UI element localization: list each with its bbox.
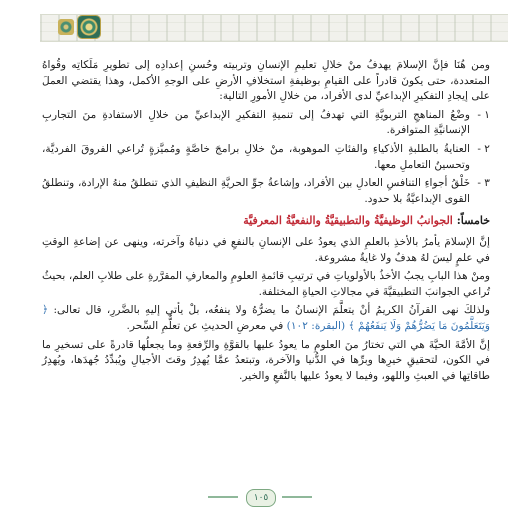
section-label: خامساً: (456, 214, 490, 228)
paragraph: ومنْ هذا البابِ يجبُ الأخذُ بالأولوياتِ في ترتيبِ قائمةِ العلومِ والمعارفِ المقرَّرةِ على طلابِ العلم، بحيثُ تُراعي الجوانبَ التطبيقيَّةَ في مجالاتِ الحياةِ المختلفة. (42, 270, 490, 298)
list-text: وضْعُ المناهجِ التربويَّةِ التي تهدفُ إلى تنميةِ التفكيرِ الإبداعيِّ من خلالِ الاستفادةِ منَ التجاربِ الإنسانيَّةِ المتوافرة. (42, 108, 470, 137)
list-item (42, 108, 490, 139)
section-title: الجوانبُ الوظيفيَّةُ والتطبيقيَّةُ والنفعيَّةُ المعرفيَّة (243, 214, 453, 228)
footer-divider (208, 496, 238, 498)
section-heading (42, 213, 490, 229)
paragraph: إنَّ الأمَّةَ الحيَّةَ هي التي تختارُ منَ العلومِ ما يعودُ عليها بالقوَّةِ والرِّفعةِ وما يجعلُها قادرةً على تسخيرِ ما في الكون، لتحقيقِ خيرِها وبرِّها في الدُّنيا والآخرة، وتبتعدُ عمَّا يُهدِرُ وقتَ الأجيالِ ويُبدِّدُ جُهدَها، ويُهدِرُ طاقاتِها في العبثِ واللهو، وفيما لا يعودُ عليها بالنَّفعِ والخير. (42, 338, 490, 382)
list-item (42, 176, 490, 207)
list-number: ١ - (477, 108, 490, 121)
verse-reference: (البقرة: ١٠٢) (286, 319, 346, 332)
page-body (42, 58, 490, 478)
page-number: ١٠٥ (246, 489, 276, 507)
paragraph-text: ولذلكَ نهى القرآنُ الكريمُ أنْ يتعلَّمَ الإنسانُ ما يضرُّهُ ولا ينفعُه، بلْ يأتي إليهِ بالضَّررِ، قال تعالى: (53, 304, 490, 317)
header-decoration (40, 14, 508, 42)
intro-paragraph: ومن هُنَا فإنَّ الإسلامَ يهدفُ منْ خلالِ تعليمِ الإنسانِ وتربيته وحُسنِ إعدادِه إلى تطويرِ مَلَكاتِه وقُواهُ المتعددة، حتى يكونَ قادراً على القيامِ بوظيفةِ استخلافِ الأرضِ على الوجهِ الأكمل، وهذا يقتضي العملَ على إيجادِ التفكيرِ الإبداعيِّ لدى الأفراد، من خلالِ الأمورِ التالية: (42, 59, 490, 103)
list-text: خَلْقُ أجواءِ التنافسِ العادلِ بين الأفراد، وإشاعةُ جوِّ الحريَّةِ النظيفِ الذي تنطلقُ منهُ الإرادة، وتنطلقُ القوى الإبداعيَّةُ بلا حدود. (42, 177, 470, 205)
paragraph: إنَّ الإسلامَ يأمرُ بالأخذِ بالعلمِ الذي يعودُ على الإنسانِ بالنفعِ في دنياهُ وآخرته، وينهى عن إضاعةِ الوقتِ في علمٍ ليسَ لهُ هدفٌ ولا غايةٌ مشروعة. (42, 235, 490, 264)
paragraph-text: في معرضِ الحديثِ عن تعلُّمِ السِّحر. (126, 319, 284, 332)
footer-divider (282, 496, 312, 498)
ornament-icon (58, 19, 74, 35)
paragraph-with-verse (42, 303, 490, 334)
list-text: العنايةُ بالطلبةِ الأذكياءِ والفئاتِ الموهوبة، منْ خلالِ برامجَ خاصَّةٍ ومُميَّزةٍ تُراعي الفروقَ الفرديَّة، وتحسينُ التعاملِ معها. (42, 142, 470, 171)
list-number: ٣ - (477, 177, 490, 190)
quran-verse: ﴿ وَيَتَعَلَّمُونَ مَا يَضُرُّهُمْ وَلَا يَنفَعُهُمْ ﴾ (42, 304, 490, 332)
ornament-icon (78, 16, 100, 38)
list-number: ٢ - (477, 142, 490, 155)
list-item (42, 142, 490, 173)
